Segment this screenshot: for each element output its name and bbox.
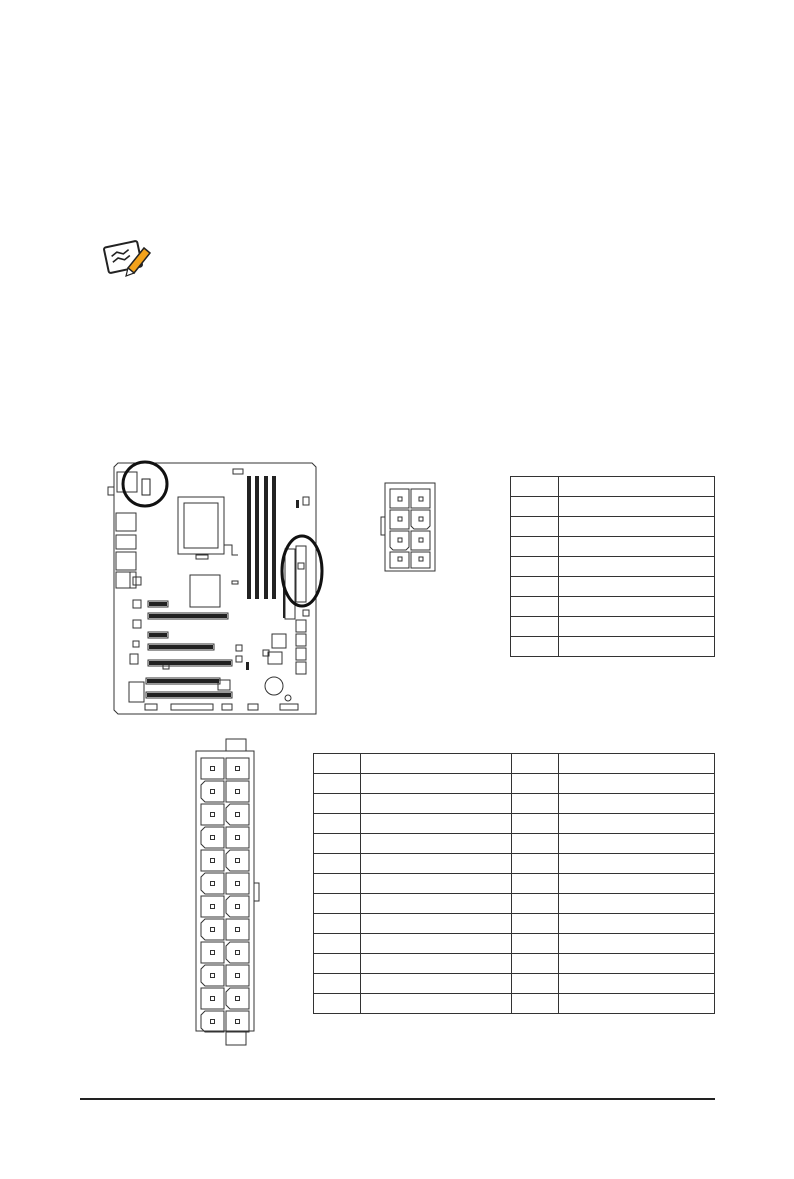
- atx-pin: [201, 942, 224, 963]
- atx-pin-contact: [211, 882, 215, 886]
- atx-pin-contact: [236, 767, 240, 771]
- atx-pin-contact: [236, 974, 240, 978]
- atx-24-pin-table: [313, 753, 715, 1014]
- atx-pin-contact: [236, 1020, 240, 1024]
- atx-pin: [201, 781, 224, 802]
- atx-pin-contact: [211, 905, 215, 909]
- atx-pin: [201, 896, 224, 917]
- atx-pin: [226, 850, 249, 871]
- atx-pin-contact: [211, 928, 215, 932]
- atx-pin: [226, 1011, 249, 1032]
- atx-pin: [226, 804, 249, 825]
- atx-pin: [226, 965, 249, 986]
- atx-pin-contact: [236, 951, 240, 955]
- atx-pin-contact: [236, 836, 240, 840]
- atx-pin: [226, 758, 249, 779]
- atx-pin-contact: [211, 951, 215, 955]
- atx-pin: [201, 804, 224, 825]
- atx-pin: [226, 919, 249, 940]
- atx-pin-contact: [236, 882, 240, 886]
- atx-pin: [201, 873, 224, 894]
- atx-pin-contact: [211, 1020, 215, 1024]
- atx-pin: [201, 1011, 224, 1032]
- atx-pin-contact: [211, 813, 215, 817]
- footer-rule: [80, 1098, 715, 1100]
- atx-pin-contact: [211, 997, 215, 1001]
- atx-pin: [226, 873, 249, 894]
- atx-pin-contact: [236, 813, 240, 817]
- atx-pin-contact: [211, 859, 215, 863]
- atx-pin: [201, 850, 224, 871]
- atx-pin: [201, 919, 224, 940]
- atx-pin-contact: [211, 767, 215, 771]
- atx-pin: [226, 896, 249, 917]
- atx-pin-contact: [236, 997, 240, 1001]
- atx-pin-contact: [236, 905, 240, 909]
- atx-pin: [226, 781, 249, 802]
- atx-pin: [226, 988, 249, 1009]
- atx-pin-contact: [211, 790, 215, 794]
- atx-pin-contact: [236, 928, 240, 932]
- atx-pin: [201, 988, 224, 1009]
- atx-pin-contact: [211, 974, 215, 978]
- atx-pin-contact: [236, 790, 240, 794]
- atx-pin: [201, 965, 224, 986]
- atx-pin: [226, 942, 249, 963]
- atx-pin: [201, 827, 224, 848]
- atx-pin-contact: [211, 836, 215, 840]
- atx-pin: [201, 758, 224, 779]
- atx-pin: [226, 827, 249, 848]
- atx-pin-contact: [236, 859, 240, 863]
